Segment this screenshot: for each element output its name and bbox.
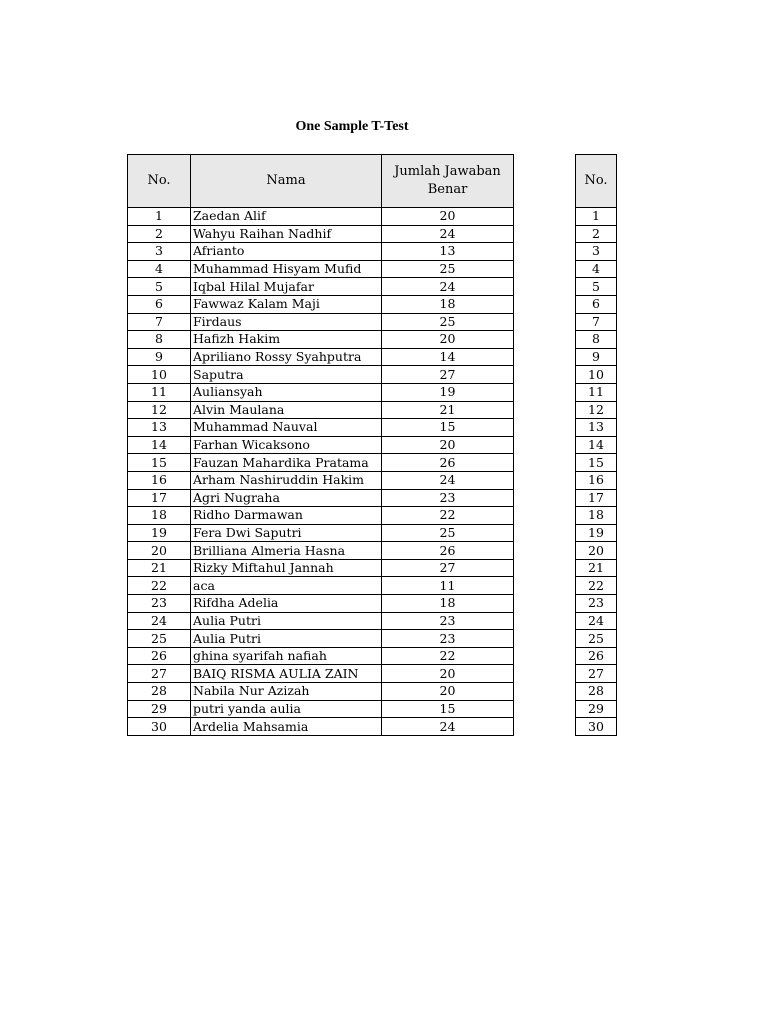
cell-jumlah: 24 — [382, 718, 514, 736]
cell-nama: Wahyu Raihan Nadhif — [191, 225, 382, 243]
side-table-row — [576, 559, 617, 577]
cell-no: 6 — [128, 295, 191, 313]
table-row — [128, 595, 514, 613]
cell-no: 22 — [128, 577, 191, 595]
cell-jumlah: 19 — [382, 383, 514, 401]
cell-nama: Fawwaz Kalam Maji — [191, 295, 382, 313]
cell-no-secondary: 4 — [576, 260, 617, 278]
cell-jumlah: 20 — [382, 436, 514, 454]
cell-jumlah: 15 — [382, 700, 514, 718]
cell-no: 2 — [128, 225, 191, 243]
cell-no-secondary: 19 — [576, 524, 617, 542]
cell-no: 28 — [128, 683, 191, 701]
cell-no-secondary: 29 — [576, 700, 617, 718]
cell-nama: Rizky Miftahul Jannah — [191, 559, 382, 577]
side-table-row — [576, 454, 617, 472]
cell-nama: BAIQ RISMA AULIA ZAIN — [191, 665, 382, 683]
cell-no: 21 — [128, 559, 191, 577]
cell-no-secondary: 24 — [576, 612, 617, 630]
cell-jumlah: 25 — [382, 524, 514, 542]
cell-jumlah: 15 — [382, 419, 514, 437]
side-table-row — [576, 225, 617, 243]
cell-nama: Iqbal Hilal Mujafar — [191, 278, 382, 296]
cell-nama: Zaedan Alif — [191, 208, 382, 226]
side-table-row — [576, 366, 617, 384]
side-table-row — [576, 419, 617, 437]
cell-jumlah: 23 — [382, 630, 514, 648]
table-row — [128, 683, 514, 701]
table-row — [128, 331, 514, 349]
table-row — [128, 718, 514, 736]
table-row — [128, 524, 514, 542]
cell-no: 30 — [128, 718, 191, 736]
side-table-row — [576, 577, 617, 595]
side-table-row — [576, 313, 617, 331]
cell-jumlah: 25 — [382, 260, 514, 278]
side-table-row — [576, 718, 617, 736]
side-table-row — [576, 612, 617, 630]
table-row — [128, 507, 514, 525]
cell-no: 26 — [128, 647, 191, 665]
cell-no-secondary: 21 — [576, 559, 617, 577]
cell-jumlah: 26 — [382, 542, 514, 560]
header-jumlah: Jumlah Jawaban Benar — [382, 155, 514, 208]
table-row — [128, 243, 514, 261]
side-table-row — [576, 260, 617, 278]
side-table-row — [576, 383, 617, 401]
cell-no: 5 — [128, 278, 191, 296]
side-table-row — [576, 683, 617, 701]
cell-no-secondary: 18 — [576, 507, 617, 525]
page-title: One Sample T-Test — [295, 119, 409, 134]
cell-no: 8 — [128, 331, 191, 349]
table-row — [128, 260, 514, 278]
table-row — [128, 348, 514, 366]
cell-jumlah: 24 — [382, 471, 514, 489]
table-row — [128, 225, 514, 243]
side-number-table — [575, 154, 617, 736]
cell-no-secondary: 1 — [576, 208, 617, 226]
cell-no-secondary: 10 — [576, 366, 617, 384]
cell-jumlah: 18 — [382, 295, 514, 313]
cell-no-secondary: 27 — [576, 665, 617, 683]
header-no-secondary: No. — [576, 155, 617, 208]
cell-no: 14 — [128, 436, 191, 454]
table-row — [128, 700, 514, 718]
cell-no: 13 — [128, 419, 191, 437]
cell-nama: putri yanda aulia — [191, 700, 382, 718]
cell-nama: Agri Nugraha — [191, 489, 382, 507]
cell-no-secondary: 15 — [576, 454, 617, 472]
cell-nama: Alvin Maulana — [191, 401, 382, 419]
cell-no: 18 — [128, 507, 191, 525]
cell-no: 25 — [128, 630, 191, 648]
data-table — [127, 154, 514, 736]
cell-no-secondary: 8 — [576, 331, 617, 349]
cell-nama: Firdaus — [191, 313, 382, 331]
cell-nama: Hafizh Hakim — [191, 331, 382, 349]
table-row — [128, 612, 514, 630]
cell-no-secondary: 6 — [576, 295, 617, 313]
cell-no: 23 — [128, 595, 191, 613]
cell-nama: Rifdha Adelia — [191, 595, 382, 613]
cell-no: 24 — [128, 612, 191, 630]
cell-no-secondary: 2 — [576, 225, 617, 243]
cell-nama: Ridho Darmawan — [191, 507, 382, 525]
cell-no-secondary: 22 — [576, 577, 617, 595]
side-table-row — [576, 595, 617, 613]
side-table-row — [576, 489, 617, 507]
cell-nama: ghina syarifah nafiah — [191, 647, 382, 665]
cell-nama: Auliansyah — [191, 383, 382, 401]
cell-no: 7 — [128, 313, 191, 331]
cell-jumlah: 20 — [382, 331, 514, 349]
table-row — [128, 471, 514, 489]
side-table-row — [576, 700, 617, 718]
cell-no-secondary: 11 — [576, 383, 617, 401]
header-nama: Nama — [191, 155, 382, 208]
cell-nama: aca — [191, 577, 382, 595]
cell-nama: Ardelia Mahsamia — [191, 718, 382, 736]
side-table-row — [576, 436, 617, 454]
cell-jumlah: 18 — [382, 595, 514, 613]
table-row — [128, 542, 514, 560]
cell-no-secondary: 5 — [576, 278, 617, 296]
cell-jumlah: 20 — [382, 208, 514, 226]
table-row — [128, 401, 514, 419]
cell-no: 20 — [128, 542, 191, 560]
cell-no: 3 — [128, 243, 191, 261]
table-row — [128, 665, 514, 683]
cell-jumlah: 27 — [382, 559, 514, 577]
cell-no: 29 — [128, 700, 191, 718]
side-table-row — [576, 331, 617, 349]
cell-jumlah: 20 — [382, 665, 514, 683]
cell-jumlah: 21 — [382, 401, 514, 419]
side-table-row — [576, 507, 617, 525]
table-row — [128, 436, 514, 454]
table-row — [128, 577, 514, 595]
cell-nama: Saputra — [191, 366, 382, 384]
cell-no-secondary: 7 — [576, 313, 617, 331]
cell-no-secondary: 16 — [576, 471, 617, 489]
side-table-row — [576, 208, 617, 226]
side-table-row — [576, 647, 617, 665]
cell-jumlah: 20 — [382, 683, 514, 701]
cell-no: 27 — [128, 665, 191, 683]
cell-no-secondary: 30 — [576, 718, 617, 736]
side-header-row — [576, 155, 617, 208]
cell-nama: Muhammad Hisyam Mufid — [191, 260, 382, 278]
cell-jumlah: 23 — [382, 489, 514, 507]
cell-no-secondary: 13 — [576, 419, 617, 437]
side-table-row — [576, 471, 617, 489]
cell-jumlah: 23 — [382, 612, 514, 630]
cell-nama: Brilliana Almeria Hasna — [191, 542, 382, 560]
cell-jumlah: 13 — [382, 243, 514, 261]
side-table-row — [576, 524, 617, 542]
cell-jumlah: 22 — [382, 647, 514, 665]
table-header-row — [128, 155, 514, 208]
table-row — [128, 419, 514, 437]
cell-jumlah: 27 — [382, 366, 514, 384]
table-row — [128, 278, 514, 296]
cell-nama: Fera Dwi Saputri — [191, 524, 382, 542]
cell-jumlah: 24 — [382, 278, 514, 296]
cell-no: 16 — [128, 471, 191, 489]
cell-no: 1 — [128, 208, 191, 226]
cell-nama: Fauzan Mahardika Pratama — [191, 454, 382, 472]
cell-no: 4 — [128, 260, 191, 278]
cell-nama: Aulia Putri — [191, 612, 382, 630]
table-row — [128, 647, 514, 665]
side-table-row — [576, 243, 617, 261]
cell-jumlah: 26 — [382, 454, 514, 472]
table-row — [128, 366, 514, 384]
side-table-row — [576, 665, 617, 683]
cell-no-secondary: 23 — [576, 595, 617, 613]
table-row — [128, 208, 514, 226]
cell-no: 19 — [128, 524, 191, 542]
table-row — [128, 295, 514, 313]
cell-no-secondary: 20 — [576, 542, 617, 560]
cell-jumlah: 25 — [382, 313, 514, 331]
cell-no-secondary: 28 — [576, 683, 617, 701]
table-row — [128, 559, 514, 577]
side-table-row — [576, 630, 617, 648]
side-table-row — [576, 295, 617, 313]
side-table-row — [576, 278, 617, 296]
cell-nama: Apriliano Rossy Syahputra — [191, 348, 382, 366]
cell-no: 10 — [128, 366, 191, 384]
table-row — [128, 489, 514, 507]
cell-jumlah: 14 — [382, 348, 514, 366]
cell-nama: Arham Nashiruddin Hakim — [191, 471, 382, 489]
cell-nama: Afrianto — [191, 243, 382, 261]
cell-no: 17 — [128, 489, 191, 507]
cell-no-secondary: 17 — [576, 489, 617, 507]
cell-no-secondary: 12 — [576, 401, 617, 419]
cell-no: 12 — [128, 401, 191, 419]
cell-no-secondary: 14 — [576, 436, 617, 454]
cell-nama: Nabila Nur Azizah — [191, 683, 382, 701]
cell-no: 9 — [128, 348, 191, 366]
cell-jumlah: 22 — [382, 507, 514, 525]
side-table-row — [576, 401, 617, 419]
cell-no: 15 — [128, 454, 191, 472]
table-row — [128, 313, 514, 331]
side-table-row — [576, 348, 617, 366]
cell-no-secondary: 25 — [576, 630, 617, 648]
cell-nama: Muhammad Nauval — [191, 419, 382, 437]
cell-jumlah: 11 — [382, 577, 514, 595]
cell-no-secondary: 26 — [576, 647, 617, 665]
cell-no-secondary: 9 — [576, 348, 617, 366]
table-row — [128, 383, 514, 401]
cell-jumlah: 24 — [382, 225, 514, 243]
cell-no: 11 — [128, 383, 191, 401]
cell-nama: Aulia Putri — [191, 630, 382, 648]
cell-nama: Farhan Wicaksono — [191, 436, 382, 454]
header-no: No. — [128, 155, 191, 208]
cell-no-secondary: 3 — [576, 243, 617, 261]
table-row — [128, 454, 514, 472]
side-table-row — [576, 542, 617, 560]
table-row — [128, 630, 514, 648]
